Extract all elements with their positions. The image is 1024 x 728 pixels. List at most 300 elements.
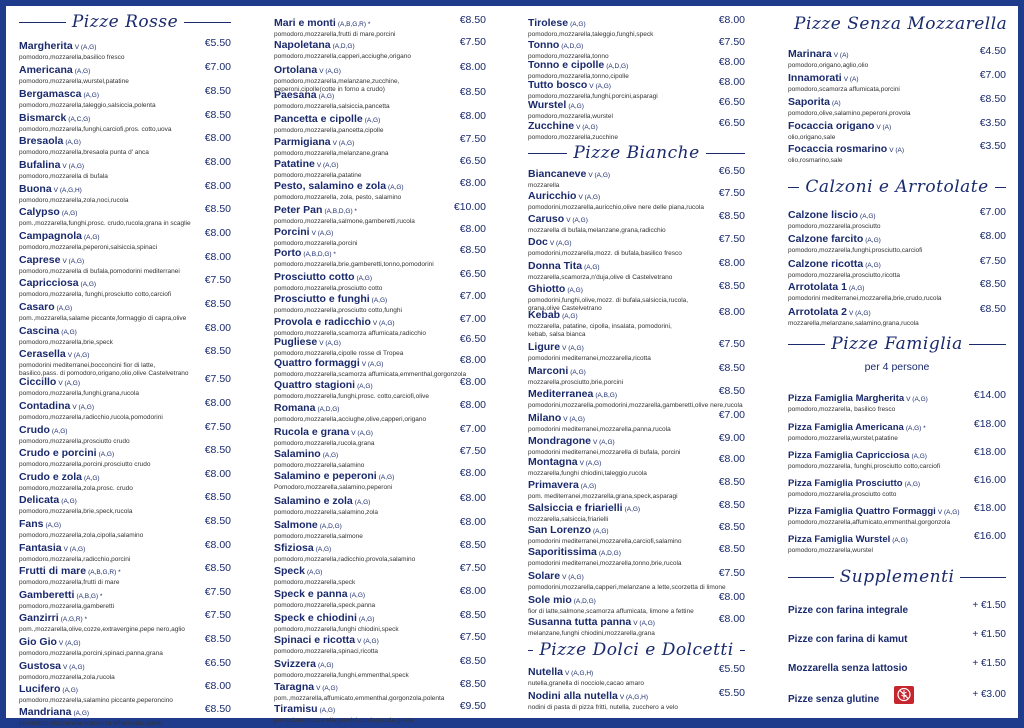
item-name: Salamino e zola xyxy=(274,495,353,507)
item-ingredients: pomodoro,mozzarella,wurstel,patatine xyxy=(788,435,898,442)
item-price: €14.00 xyxy=(973,389,1006,401)
item-ingredients: pomodoro,mozzarella, funghi,prosciutto cotto,carciofi xyxy=(19,291,172,298)
item-price: €6.50 xyxy=(718,96,745,108)
supplement-name: Pizze con farina di kamut xyxy=(788,634,908,645)
menu-item xyxy=(528,566,745,590)
item-name: Crudo e zola xyxy=(19,471,83,483)
item-price: €6.50 xyxy=(718,165,745,177)
item-name: Marinara xyxy=(788,48,832,60)
item-name: Crudo xyxy=(19,424,50,436)
allergen-tags: (A,G) xyxy=(911,453,927,460)
item-price: €7.00 xyxy=(459,290,486,302)
item-ingredients: pomodoro,mozzarella,porcini,crudo,rucola,grana xyxy=(274,717,414,724)
section-heading xyxy=(788,332,1006,356)
item-ingredients: pomodoro,mozzarella,funghi,carciofi,pros. cotto,uova xyxy=(19,126,172,133)
item-price: €8.50 xyxy=(204,298,231,310)
item-ingredients: pomodoro,mozzarella,zola,cipolla,salamino xyxy=(19,532,144,539)
menu-item xyxy=(528,13,745,37)
menu-item xyxy=(19,369,231,397)
item-price: €7.00 xyxy=(718,409,745,421)
item-ingredients: pomodoro,mozzarella,capperi,acciughe,origano xyxy=(274,53,411,60)
item-name: Spinaci e ricotta xyxy=(274,634,356,646)
item-ingredients: mozzarella,scamorza,n'duja,olive di Castelvetrano xyxy=(528,274,673,281)
item-ingredients: pomodoro,mozzarella,prosciutto,ricotta xyxy=(788,272,900,279)
item-price: €8.00 xyxy=(459,110,486,122)
allergen-tags: (A,G) xyxy=(364,117,381,124)
menu-item xyxy=(19,396,231,420)
item-name: Focaccia rosmarino xyxy=(788,143,888,155)
item-name: Pizza Famiglia Quattro Formaggi xyxy=(788,506,936,517)
item-ingredients: pomodoro,mozzarella,wurstel xyxy=(528,113,613,120)
menu-item xyxy=(528,590,745,614)
item-ingredients: pomodoro,mozzarella,taleggio,funghi,speck xyxy=(528,31,654,38)
item-price: €5.50 xyxy=(718,687,745,699)
item-name: Solare xyxy=(528,570,561,582)
allergen-tags: (A,G) xyxy=(568,103,584,110)
item-name: Pancetta e cipolle xyxy=(274,113,363,125)
allergen-tags: V (A,G) xyxy=(351,430,373,437)
item-price: €8.00 xyxy=(204,468,231,480)
menu-item xyxy=(19,467,231,491)
menu-item xyxy=(19,226,231,250)
item-price: €8.50 xyxy=(718,362,745,374)
allergen-tags: (A,D,G) xyxy=(317,406,340,413)
menu-item xyxy=(19,632,231,656)
item-ingredients: nodini di pasta di pizza fritti, nutella, zucchero a velo xyxy=(528,704,678,711)
item-ingredients: mozzarella,prosciutto,brie,porcini xyxy=(528,379,624,386)
allergen-tags: (A,G,R) * xyxy=(60,616,88,623)
item-price: €7.50 xyxy=(459,562,486,574)
allergen-tags: V (A,G) xyxy=(311,230,334,237)
heading-rule-left xyxy=(788,344,825,345)
item-name: Cerasella xyxy=(19,348,66,360)
item-price: €8.50 xyxy=(204,109,231,121)
item-name: Gio Gio xyxy=(19,636,57,648)
allergen-tags: V (A,G) xyxy=(593,439,615,446)
menu-item xyxy=(274,444,486,468)
item-price: €7.00 xyxy=(979,206,1006,218)
item-price: €8.00 xyxy=(718,56,745,68)
item-ingredients: pomodorini,funghi,olive,mozz. di bufala,salsiccia,rucola, xyxy=(528,297,689,304)
item-name: Capricciosa xyxy=(19,277,79,289)
menu-item xyxy=(788,205,1006,229)
section-title: Pizze Bianche xyxy=(573,143,700,163)
item-price: €8.00 xyxy=(459,516,486,528)
item-name: Fans xyxy=(19,518,44,530)
item-price: €7.50 xyxy=(204,586,231,598)
allergen-tags: (A,G) xyxy=(567,287,583,294)
menu-item xyxy=(19,585,231,609)
family-menu-item xyxy=(788,501,1006,525)
item-ingredients: pomodoro,mozzarella, basilico fresco xyxy=(788,406,896,413)
item-ingredients: pomodoro,mozzarella,speck,panna xyxy=(274,602,376,609)
section-title: Supplementi xyxy=(839,567,955,587)
allergen-tags: (A,G) xyxy=(570,21,586,28)
item-price: €8.50 xyxy=(718,543,745,555)
allergen-tags: (A,G) xyxy=(61,210,78,217)
item-price: €8.00 xyxy=(718,613,745,625)
heading-rule-left xyxy=(788,577,834,578)
menu-item xyxy=(274,398,486,422)
item-name: Quattro stagioni xyxy=(274,379,356,391)
allergen-tags: (A,D,G) xyxy=(573,598,596,605)
allergen-tags: (A,G) xyxy=(318,662,334,669)
item-price: €8.00 xyxy=(204,539,231,551)
allergen-tags: (A,G) xyxy=(580,483,597,490)
allergen-tags: (A,G) xyxy=(84,234,100,241)
item-price: €8.00 xyxy=(718,591,745,603)
family-menu-item xyxy=(788,529,1006,553)
allergen-tags: (A,G) xyxy=(306,569,323,576)
allergen-tags: V (A,G) xyxy=(633,620,655,627)
item-price: €8.50 xyxy=(979,278,1006,290)
item-ingredients: pomodoro,mozzarella,porcini,spinaci,panna,grana xyxy=(19,650,163,657)
allergen-tags: (A,G) xyxy=(319,707,336,714)
item-ingredients: kebab, salsa bianca xyxy=(528,330,586,338)
allergen-tags: (A,B,D,G) * xyxy=(303,251,336,258)
item-name: Nodini alla nutella xyxy=(528,690,618,702)
allergen-tags: (A,G) xyxy=(73,710,90,717)
menu-item xyxy=(19,656,231,680)
heading-rule-left xyxy=(788,187,799,188)
item-ingredients: pomodoro,mozzarella,prosciutto cotto,funghi xyxy=(274,307,402,314)
item-ingredients: pomodoro,mozzarella,funghi,grana,rucola xyxy=(19,390,139,397)
item-ingredients: pomodoro,mozzarella, zola, pesto, salamino xyxy=(274,194,402,201)
item-name: Porcini xyxy=(274,226,310,238)
allergen-tags: (A,G) xyxy=(904,481,921,488)
item-price: €8.00 xyxy=(204,251,231,263)
item-price: €7.50 xyxy=(459,445,486,457)
heading-rule-left xyxy=(528,153,567,154)
item-ingredients: pomodorini mediterranei,mozzarella,ricotta xyxy=(528,355,651,362)
item-ingredients: pomodoro,mozzarella,frutti di mare xyxy=(19,579,120,586)
item-ingredients: melanzane,funghi chiodini,mozzarella,grana xyxy=(528,630,655,637)
item-price: €8.00 xyxy=(718,257,745,269)
menu-item xyxy=(19,36,231,60)
item-price: €8.50 xyxy=(459,678,486,690)
item-name: Provola e radicchio xyxy=(274,316,371,328)
menu-item xyxy=(788,92,1006,116)
item-name: Ciccillo xyxy=(19,376,57,388)
allergen-tags: V (A,G) xyxy=(563,416,585,423)
allergen-tags: (A,G) xyxy=(61,329,77,336)
menu-item xyxy=(19,321,231,345)
item-price: €8.00 xyxy=(718,14,745,26)
item-price: €10.00 xyxy=(453,201,486,213)
item-price: €8.50 xyxy=(204,562,231,574)
menu-item xyxy=(19,420,231,444)
allergen-tags: (A,G) xyxy=(860,213,876,220)
allergen-tags: (A,C,G) xyxy=(68,116,91,123)
item-ingredients: pomodoro,mozzarella,porcini xyxy=(274,240,358,247)
item-ingredients: pomodoro,mozzarella,zola,prosc. crudo xyxy=(19,485,133,492)
item-price: €8.50 xyxy=(979,303,1006,315)
item-price: €7.50 xyxy=(718,338,745,350)
item-name: Mari e monti xyxy=(274,17,336,29)
item-price: €8.00 xyxy=(979,230,1006,242)
item-ingredients: nutella,granella di nocciole,cacao amaro xyxy=(528,680,644,687)
item-name: Doc xyxy=(528,236,548,248)
item-name: Pizza Famiglia Capricciosa xyxy=(788,450,910,461)
menu-item xyxy=(274,538,486,562)
item-name: Tiramisu xyxy=(274,703,318,715)
allergen-tags: (A,G) xyxy=(56,305,73,312)
item-ingredients: pomodoro,mozzarella,taleggio,salsiccia,polenta xyxy=(19,102,156,109)
item-price: €8.50 xyxy=(979,93,1006,105)
menu-item xyxy=(274,109,486,133)
item-price: €7.50 xyxy=(459,631,486,643)
item-price: €8.50 xyxy=(718,476,745,488)
allergen-tags: V (A,G) xyxy=(63,664,85,671)
item-name: Buona xyxy=(19,183,52,195)
menu-item xyxy=(274,243,486,267)
menu-item xyxy=(788,68,1006,92)
allergen-tags: (A,G) xyxy=(315,546,332,553)
item-name: Romana xyxy=(274,402,316,414)
item-price: €7.50 xyxy=(204,421,231,433)
allergen-tags: (A,G) xyxy=(371,297,388,304)
allergen-tags: (A,G) xyxy=(357,383,373,390)
allergen-tags: (A,B,G,R) * xyxy=(337,21,371,28)
menu-sheet xyxy=(6,6,1018,727)
item-price: €5.50 xyxy=(204,37,231,49)
item-name: Gamberetti xyxy=(19,589,75,601)
allergen-tags: (A,G) xyxy=(570,369,586,376)
item-ingredients: pomodoro,mozzarella,prosciutto crudo xyxy=(19,438,130,445)
item-ingredients: pomodoro,mozzarella di bufala xyxy=(19,173,108,180)
item-price: €16.00 xyxy=(973,530,1006,542)
item-price: €16.00 xyxy=(973,474,1006,486)
item-ingredients: pomodoro,mozzarella,brie,speck,rucola xyxy=(19,508,133,515)
allergen-tags: (A,G) xyxy=(322,452,339,459)
item-ingredients: pomodoro,mozzarella,wurstel,patatine xyxy=(19,78,129,85)
item-name: Delicata xyxy=(19,494,60,506)
allergen-tags: V (A) xyxy=(876,124,892,131)
item-name: Sole mio xyxy=(528,594,572,606)
heading-rule-right xyxy=(184,22,231,23)
item-name: Salamino xyxy=(274,448,321,460)
menu-item xyxy=(19,702,231,726)
allergen-tags: V (A,G) xyxy=(562,345,584,352)
item-price: €8.00 xyxy=(204,227,231,239)
allergen-tags: V (A,G,H) xyxy=(565,670,594,677)
menu-item xyxy=(19,108,231,132)
item-price: €8.50 xyxy=(459,655,486,667)
menu-item xyxy=(528,305,745,338)
item-price: €8.00 xyxy=(718,76,745,88)
item-price: €8.50 xyxy=(459,86,486,98)
item-ingredients: mozzarella,funghi chiodini,taleggio,rucola xyxy=(528,470,647,477)
allergen-tags: (A,D,G) xyxy=(561,43,584,50)
menu-item xyxy=(19,131,231,155)
item-ingredients: pomodoro,mozzarella,salmone xyxy=(274,533,363,540)
allergen-tags: (A,G) xyxy=(318,93,335,100)
item-name: Campagnola xyxy=(19,230,83,242)
allergen-tags: (A,G) xyxy=(80,281,97,288)
item-ingredients: pomodorini mediterranei,mozzarella,panna,rucola xyxy=(528,426,671,433)
allergen-tags: (A,G) xyxy=(624,506,641,513)
allergen-tags: (A,G) xyxy=(584,264,600,271)
allergen-tags: (A,D,G) xyxy=(332,43,355,50)
item-name: Pugliese xyxy=(274,336,318,348)
menu-item xyxy=(274,289,486,313)
allergen-tags: V (A,G) xyxy=(316,162,339,169)
allergen-tags: (A,G) * xyxy=(905,425,926,432)
item-name: Bergamasca xyxy=(19,88,82,100)
item-price: €8.50 xyxy=(204,444,231,456)
item-price: €7.00 xyxy=(979,69,1006,81)
item-name: Calzone liscio xyxy=(788,209,859,221)
item-price: €8.50 xyxy=(204,345,231,357)
item-price: €8.50 xyxy=(459,14,486,26)
item-ingredients: pomodoro,mozzarella,scamorza affumicata,speck xyxy=(19,720,162,727)
menu-item xyxy=(528,186,745,210)
menu-item xyxy=(19,344,231,377)
item-price: €18.00 xyxy=(973,502,1006,514)
menu-item xyxy=(274,267,486,291)
allergen-tags: (A,D,G) xyxy=(598,550,621,557)
item-name: Mandriana xyxy=(19,706,72,718)
item-ingredients: pomodorini mediterranei,mozzarella,carciofi,salamino xyxy=(528,538,682,545)
item-price: €6.50 xyxy=(459,155,486,167)
item-ingredients: pomodoro,origano,aglio,olio xyxy=(788,62,869,69)
item-ingredients: pomodoro,mozzarella,salamino piccante,peperoncino xyxy=(19,697,173,704)
heading-rule-right xyxy=(969,344,1006,345)
item-price: €7.50 xyxy=(204,609,231,621)
menu-item xyxy=(274,699,486,723)
item-ingredients: mozzarella, patatine, cipolla, insalata, pomodorini, xyxy=(528,323,672,330)
item-name: Ganzirri xyxy=(19,612,59,624)
item-name: Ghiotto xyxy=(528,283,566,295)
item-ingredients: pomodoro,mozzarella,cipolle rosse di Tropea xyxy=(274,350,404,357)
item-ingredients: pomodoro,mozzarella,tonno xyxy=(528,53,609,60)
menu-item xyxy=(19,84,231,108)
allergen-tags: (A,G) xyxy=(74,68,91,75)
item-name: Marconi xyxy=(528,365,569,377)
item-price: €8.00 xyxy=(204,180,231,192)
item-ingredients: pomodorini mediterranei,mozzarella,brie,crudo,rucola xyxy=(788,295,942,302)
allergen-tags: (A,G) xyxy=(65,139,81,146)
allergen-tags: (A,G) xyxy=(848,285,865,292)
menu-item xyxy=(788,254,1006,278)
menu-item xyxy=(788,139,1006,163)
menu-item xyxy=(528,498,745,522)
heading-rule-right xyxy=(740,650,745,651)
item-price: €7.00 xyxy=(459,313,486,325)
family-menu-item xyxy=(788,445,1006,469)
menu-item xyxy=(19,679,231,703)
item-ingredients: pomodoro,mozzarella,radicchio,provola,salamino xyxy=(274,556,416,563)
menu-item xyxy=(528,452,745,476)
item-name: Fantasia xyxy=(19,542,62,554)
allergen-tags: V (A,G) xyxy=(316,685,338,692)
allergen-tags: V (A,G) xyxy=(58,380,81,387)
item-name: Prosciutto cotto xyxy=(274,271,355,283)
item-price: €4.50 xyxy=(979,45,1006,57)
item-name: Salsiccia e friarielli xyxy=(528,502,623,514)
allergen-tags: V (A,G) xyxy=(562,574,584,581)
item-price: €7.50 xyxy=(459,36,486,48)
allergen-tags: (A,G) xyxy=(356,275,373,282)
item-price: €8.00 xyxy=(204,680,231,692)
item-name: Pizza Famiglia Wurstel xyxy=(788,534,891,545)
menu-item xyxy=(274,515,486,539)
allergen-tags: V (A,G) xyxy=(74,44,97,51)
item-name: Tutto bosco xyxy=(528,79,588,91)
family-menu-item xyxy=(788,388,1006,412)
item-ingredients: pomodoro,mozzarella,zucchine xyxy=(528,134,618,141)
supplement-price: + €1.50 xyxy=(972,629,1006,640)
item-name: Casaro xyxy=(19,301,55,313)
item-name: Bresaola xyxy=(19,135,64,147)
item-name: Montagna xyxy=(528,456,578,468)
item-ingredients: pomodoro,mozzarella,funghi,prosciutto,carciofi xyxy=(788,247,923,254)
item-name: Gustosa xyxy=(19,660,62,672)
item-price: €7.50 xyxy=(979,255,1006,267)
item-ingredients: pomodoro,mozzarella,salamino,zola xyxy=(274,509,379,516)
menu-item xyxy=(528,209,745,233)
allergen-tags: V (A,G) xyxy=(63,546,86,553)
menu-item xyxy=(19,608,231,632)
allergen-tags: V (A,G) xyxy=(576,124,598,131)
item-ingredients: pomodoro,mozzarella,porcini,prosciutto crudo xyxy=(19,461,151,468)
item-ingredients: pomodoro,mozzarella,prosciutto cotto xyxy=(788,491,897,498)
menu-item xyxy=(274,13,486,37)
supplement-price: + €1.50 xyxy=(972,658,1006,669)
item-price: €18.00 xyxy=(973,418,1006,430)
menu-item xyxy=(528,232,745,256)
item-ingredients: pomodoro,mozzarella,funghi,prosc. cotto,carciofi,olive xyxy=(274,393,429,400)
item-name: Saporita xyxy=(788,96,831,108)
section-heading xyxy=(528,141,745,165)
heading-rule-right xyxy=(960,577,1006,578)
item-price: €8.00 xyxy=(459,492,486,504)
menu-item xyxy=(19,202,231,226)
item-name: Contadina xyxy=(19,400,71,412)
item-name: Innamorati xyxy=(788,72,842,84)
menu-item xyxy=(274,35,486,59)
menu-item xyxy=(788,44,1006,68)
item-price: €8.50 xyxy=(459,244,486,256)
item-ingredients: pomodoro,mozzarella,prosciutto cotto xyxy=(274,285,383,292)
heading-rule-right xyxy=(706,153,745,154)
item-ingredients: pomodoro,mozzarella,salamino xyxy=(274,462,365,469)
item-name: Frutti di mare xyxy=(19,565,87,577)
gluten-free-icon xyxy=(894,686,914,704)
item-price: €3.50 xyxy=(979,140,1006,152)
menu-item xyxy=(528,384,745,408)
item-price: €6.50 xyxy=(718,117,745,129)
section-heading xyxy=(788,12,1006,36)
item-name: San Lorenzo xyxy=(528,524,592,536)
item-name: Taragna xyxy=(274,681,315,693)
item-name: Mondragone xyxy=(528,435,591,447)
item-price: €8.00 xyxy=(204,156,231,168)
menu-item xyxy=(274,200,486,224)
menu-item xyxy=(274,608,486,632)
item-name: Crudo e porcini xyxy=(19,447,97,459)
item-ingredients: pomodorini mediterranei,bocconcini fior di latte, xyxy=(19,362,156,369)
item-price: €8.00 xyxy=(204,322,231,334)
menu-item xyxy=(274,491,486,515)
item-price: €6.50 xyxy=(459,333,486,345)
supplement-item xyxy=(788,629,1006,647)
item-ingredients: pomodorini,mozzarella,pomodorini,mozzarella,gamberetti,olive nere,rucola xyxy=(528,402,743,409)
item-name: Pizza Famiglia Prosciutto xyxy=(788,478,903,489)
allergen-tags: (A,G) xyxy=(358,616,375,623)
menu-item xyxy=(788,229,1006,253)
menu-item xyxy=(274,132,486,156)
